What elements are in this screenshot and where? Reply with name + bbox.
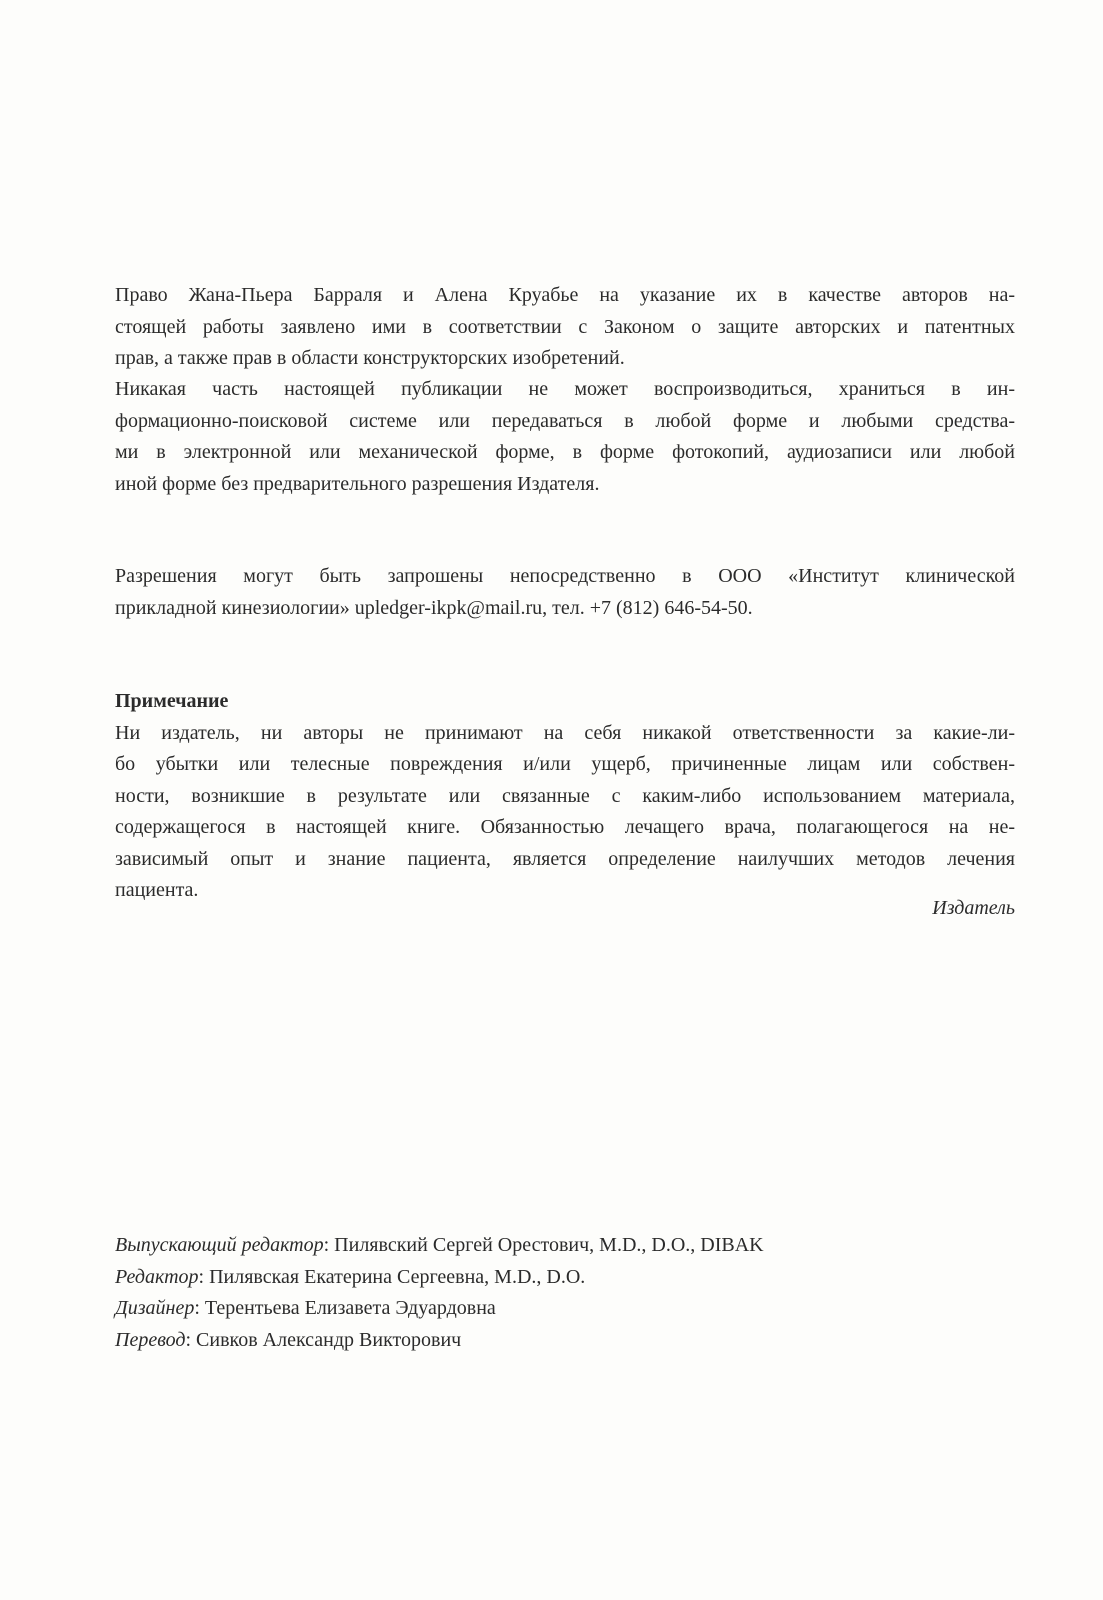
paragraph-line: содержащегося в настоящей книге. Обязанностью лечащего врача, полагающегося на не- [115, 816, 1015, 838]
credit-name: Сивков Александр Викторович [196, 1328, 462, 1351]
credit-separator: : [185, 1328, 197, 1351]
credit-role: Выпускающий редактор [115, 1234, 324, 1256]
paragraph-line: бо убытки или телесные повреждения и/или ущерб, причиненные лицам или собствен- [115, 753, 1015, 775]
credit-row [115, 1293, 1015, 1325]
credit-row [115, 1230, 1015, 1262]
author-rights-paragraph [115, 280, 1015, 375]
paragraph-line: пациента. [115, 879, 199, 901]
credits-list [115, 1230, 1015, 1356]
reproduction-notice-paragraph [115, 374, 1015, 500]
credit-role: Перевод [115, 1328, 186, 1351]
credit-separator: : [198, 1265, 210, 1288]
credit-name: Пилявский Сергей Орестович, M.D., D.O., DIBAK [334, 1234, 764, 1256]
paragraph-line: прав, а также прав в области конструкторских изобретений. [115, 347, 625, 369]
paragraph-line: ми в электронной или механической форме, в форме фотокопий, аудиозаписи или любой [115, 441, 1015, 463]
credit-separator: : [194, 1297, 205, 1319]
credit-name: Терентьева Елизавета Эдуардовна [204, 1297, 496, 1319]
paragraph-line: зависимый опыт и знание пациента, является определение наилучших методов лечения [115, 847, 1015, 870]
publisher-signature: Издатель [932, 897, 1015, 919]
disclaimer-note [115, 686, 1015, 907]
credit-role: Дизайнер [115, 1297, 195, 1319]
paragraph-line: прикладной кинезиологии» upledger-ikpk@mail.ru, тел. +7 (812) 646-54-50. [115, 596, 753, 619]
paragraph-line: иной форме без предварительного разрешения Издателя. [115, 472, 600, 495]
permissions-paragraph [115, 561, 1015, 624]
paragraph-line: ности, возникшие в результате или связанные с каким-либо использованием материала, [115, 784, 1015, 807]
paragraph-line: Разрешения могут быть запрошены непосредственно в ООО «Институт клинической [115, 565, 1015, 587]
credit-name: Пилявская Екатерина Сергеевна, M.D., D.O. [209, 1265, 586, 1288]
credit-row [115, 1325, 1015, 1357]
paragraph-line: стоящей работы заявлено ими в соответствии с Законом о защите авторских и патентных [115, 315, 1015, 338]
credit-separator: : [323, 1234, 335, 1256]
paragraph-line: формационно-поисковой системе или передаваться в любой форме и любыми средства- [115, 409, 1015, 432]
paragraph-line: Ни издатель, ни авторы не принимают на себя никакой ответственности за какие-ли- [115, 721, 1015, 744]
credit-role: Редактор [115, 1265, 199, 1288]
credit-row [115, 1262, 1015, 1294]
paragraph-line: Право Жана-Пьера Барраля и Алена Круабье на указание их в качестве авторов на- [115, 284, 1015, 306]
paragraph-line: Никакая часть настоящей публикации не может воспроизводиться, храниться в ин- [115, 378, 1015, 400]
note-heading: Примечание [115, 690, 229, 712]
